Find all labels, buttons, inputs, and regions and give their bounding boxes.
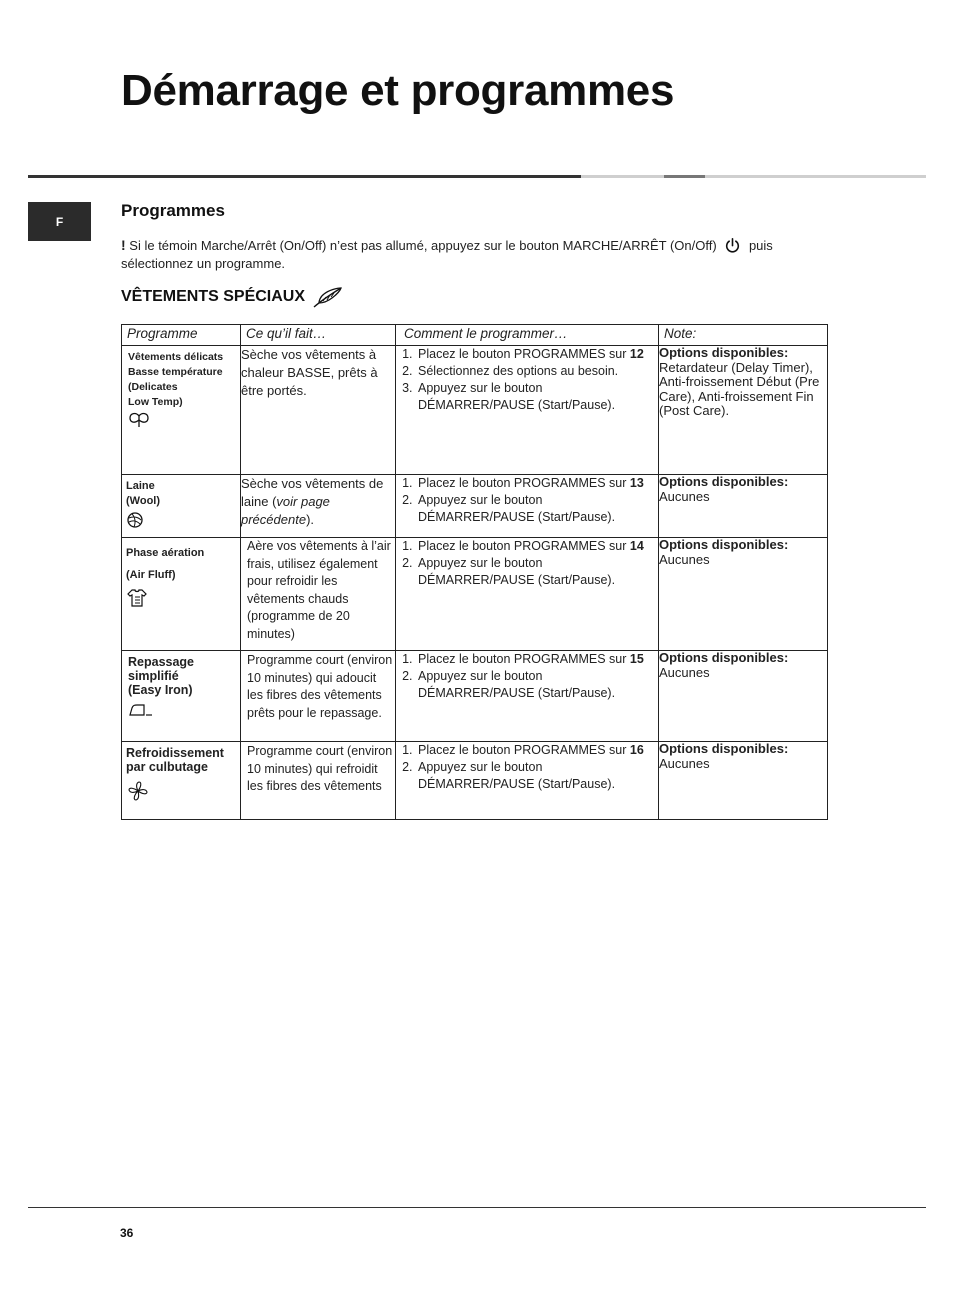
- programme-name-line: (Wool): [126, 495, 161, 507]
- footer-rule: [28, 1207, 926, 1208]
- options-body: Aucunes: [659, 664, 710, 680]
- intro-text-before: Si le témoin Marche/Arrêt (On/Off) n’est pas allumé, appuyez sur le bouton MARCHE/ARRÊT (On/Off): [129, 238, 717, 253]
- programme-cell: [122, 538, 241, 651]
- page-title: Démarrage et programmes: [121, 66, 675, 115]
- wool-icon: [126, 511, 144, 529]
- steps-cell: [396, 475, 659, 538]
- step-item: [416, 538, 658, 555]
- language-tab: [28, 202, 91, 241]
- options-title: Options disponibles:: [659, 650, 789, 665]
- description-cell: Sèche vos vêtements à chaleur BASSE, prêts à être portés.: [241, 346, 396, 475]
- programme-cell: [122, 475, 241, 538]
- power-icon: [724, 237, 741, 254]
- programme-cell: [122, 742, 241, 820]
- page-number: 36: [120, 1226, 134, 1240]
- iron-icon: [128, 703, 154, 717]
- options-body: Retardateur (Delay Timer), Anti-froissement Début (Pre Care), Anti-froissement Fin (Post Care).: [659, 359, 820, 418]
- programme-name-line: Low Temp): [128, 396, 183, 408]
- header-rule-light: [581, 175, 664, 178]
- step-text: Appuyez sur le bouton DÉMARRER/PAUSE (Start/Pause).: [418, 556, 616, 587]
- programme-number: 14: [629, 539, 644, 553]
- page-reference: voir page précédente: [241, 494, 330, 527]
- steps-cell: [396, 742, 659, 820]
- programme-name: [122, 475, 240, 529]
- description-text-end: ).: [306, 512, 315, 527]
- programme-name-line: Refroidissement: [126, 746, 224, 760]
- intro-text-after: puis sélectionnez un programme.: [121, 238, 773, 271]
- options-body: Aucunes: [659, 551, 710, 567]
- table-row: [122, 742, 828, 820]
- step-item: [416, 651, 658, 668]
- programme-name-line: (Delicates: [128, 381, 178, 393]
- step-text: Placez le bouton PROGRAMMES sur: [418, 743, 630, 757]
- programme-cell: [122, 346, 241, 475]
- step-item: [416, 555, 658, 589]
- step-list: [396, 651, 658, 702]
- step-text: Placez le bouton PROGRAMMES sur: [418, 539, 630, 553]
- table-header-row: [122, 325, 828, 346]
- step-text: Placez le bouton PROGRAMMES sur: [418, 476, 630, 490]
- programme-name-line: Laine: [126, 480, 155, 492]
- note-cell: [659, 346, 828, 475]
- programme-name-line: Vêtements délicats: [128, 351, 224, 363]
- step-list: [396, 742, 658, 793]
- programme-name: [122, 538, 240, 608]
- note-cell: [659, 538, 828, 651]
- delicates-icon: [128, 412, 150, 428]
- description-cell: Programme court (environ 10 minutes) qui refroidit les fibres des vêtements: [241, 742, 396, 820]
- programme-name-line: Basse température: [128, 366, 223, 378]
- subheading-label: VÊTEMENTS SPÉCIAUX: [121, 288, 306, 305]
- programme-name-line: simplifié: [128, 669, 179, 683]
- programme-name: [122, 742, 240, 802]
- programme-number: 13: [629, 476, 644, 490]
- description-cell: [241, 475, 396, 538]
- step-item: [416, 380, 658, 414]
- steps-cell: [396, 538, 659, 651]
- intro-paragraph: [121, 236, 841, 273]
- steps-cell: [396, 346, 659, 475]
- table-row: [122, 475, 828, 538]
- step-list: [396, 538, 658, 589]
- options-body: Aucunes: [659, 755, 710, 771]
- description-text: Sèche vos vêtements de laine (: [241, 476, 384, 509]
- step-item: [416, 346, 658, 363]
- options-title: Options disponibles:: [659, 741, 789, 756]
- step-list: [396, 346, 658, 414]
- feather-icon: [311, 285, 345, 309]
- note-cell: [659, 742, 828, 820]
- header-rule-light-end: [705, 175, 926, 178]
- section-heading: Programmes: [121, 201, 225, 220]
- programme-number: 15: [629, 652, 644, 666]
- programme-cell: [122, 651, 241, 742]
- fan-icon: [126, 780, 150, 802]
- options-title: Options disponibles:: [659, 474, 789, 489]
- programme-name: [122, 346, 240, 428]
- options-title: Options disponibles:: [659, 345, 789, 360]
- programme-number: 16: [629, 743, 644, 757]
- note-cell: [659, 475, 828, 538]
- programme-name-line: Repassage: [128, 655, 195, 669]
- programs-table: [121, 324, 828, 820]
- column-header-note: Note:: [659, 325, 828, 346]
- steps-cell: [396, 651, 659, 742]
- step-text: Appuyez sur le bouton DÉMARRER/PAUSE (Start/Pause).: [418, 493, 616, 524]
- step-text: Placez le bouton PROGRAMMES sur: [418, 347, 630, 361]
- step-item: [416, 668, 658, 702]
- step-item: [416, 759, 658, 793]
- description-cell: Aère vos vêtements à l’air frais, utilisez également pour refroidir les vêtements chauds (programme de 20 minutes): [241, 538, 396, 651]
- step-text: Appuyez sur le bouton DÉMARRER/PAUSE (Start/Pause).: [418, 760, 616, 791]
- programme-name-line: (Air Fluff): [126, 569, 176, 581]
- note-cell: [659, 651, 828, 742]
- programme-name-line: (Easy Iron): [128, 683, 193, 697]
- table-row: [122, 346, 828, 475]
- column-header-what: Ce qu’il fait…: [241, 325, 396, 346]
- header-rule-mid: [664, 175, 705, 178]
- subheading-special-clothes: [121, 285, 345, 309]
- options-body: Aucunes: [659, 488, 710, 504]
- language-tab-label: F: [55, 214, 64, 229]
- programme-name-line: Phase aération: [126, 547, 205, 559]
- table-row: [122, 651, 828, 742]
- table-row: [122, 538, 828, 651]
- step-list: [396, 475, 658, 526]
- header-rule-dark: [28, 175, 581, 178]
- options-title: Options disponibles:: [659, 537, 789, 552]
- programme-name: [122, 651, 240, 717]
- column-header-programme: Programme: [122, 325, 241, 346]
- step-text: Appuyez sur le bouton DÉMARRER/PAUSE (Start/Pause).: [418, 669, 616, 700]
- step-text: Placez le bouton PROGRAMMES sur: [418, 652, 630, 666]
- step-text: Appuyez sur le bouton DÉMARRER/PAUSE (Start/Pause).: [418, 381, 616, 412]
- warning-mark: !: [121, 237, 126, 253]
- description-cell: Programme court (environ 10 minutes) qui adoucit les fibres des vêtements prêts pour le repassage.: [241, 651, 396, 742]
- step-item: [416, 475, 658, 492]
- column-header-how: Comment le programmer…: [396, 325, 659, 346]
- step-item: [416, 742, 658, 759]
- programme-name-line: par culbutage: [126, 760, 208, 774]
- programme-number: 12: [629, 347, 644, 361]
- step-item: [416, 363, 658, 380]
- air-fluff-icon: [126, 588, 148, 608]
- step-item: [416, 492, 658, 526]
- step-text: Sélectionnez des options au besoin.: [418, 364, 619, 378]
